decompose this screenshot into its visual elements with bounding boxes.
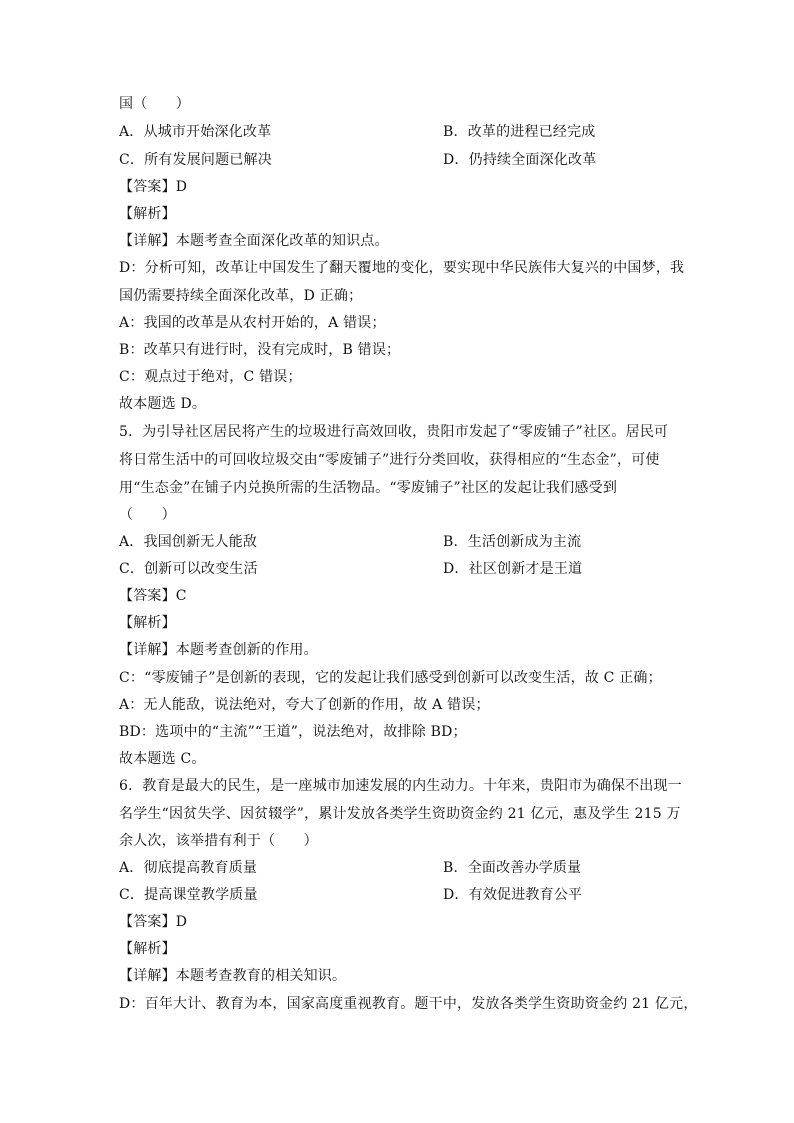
option-d: D．有效促进教育公平 bbox=[443, 887, 583, 903]
question-5-stem: 将日常生活中的可回收垃圾交由“零废铺子”进行分类回收，获得相应的“生态金”，可使 bbox=[119, 452, 660, 468]
conclusion-line: 故本题选 C。 bbox=[119, 751, 206, 767]
option-c: C．创新可以改变生活 bbox=[119, 561, 258, 577]
explanation-line: C：观点过于绝对，C 错误； bbox=[119, 369, 302, 385]
option-b: B．生活创新成为主流 bbox=[443, 534, 582, 550]
detail-line: 【详解】本题考查全面深化改革的知识点。 bbox=[119, 233, 389, 249]
option-a: A．彻底提高教育质量 bbox=[119, 860, 258, 876]
option-d: D．社区创新才是王道 bbox=[443, 561, 583, 577]
question-6-stem: 余人次，该举措有利于（ ） bbox=[119, 833, 318, 849]
explanation-line: BD：选项中的“主流”“王道”，说法绝对，故排除 BD； bbox=[119, 724, 467, 740]
option-a: A．从城市开始深化改革 bbox=[119, 124, 272, 140]
question-4-stem-end: 国（ ） bbox=[119, 96, 190, 112]
detail-line: 【详解】本题考查创新的作用。 bbox=[119, 642, 318, 658]
explanation-line: 国仍需要持续全面深化改革，D 正确； bbox=[119, 288, 363, 304]
explanation-line: D：分析可知，改革让中国发生了翻天覆地的变化，要实现中华民族伟大复兴的中国梦，我 bbox=[119, 260, 685, 276]
option-c: C．所有发展问题已解决 bbox=[119, 152, 272, 168]
analysis-label: 【解析】 bbox=[119, 206, 176, 222]
conclusion-line: 故本题选 D。 bbox=[119, 396, 207, 412]
question-6-stem: 名学生“因贫失学、因贫辍学”，累计发放各类学生资助资金约 21 亿元，惠及学生 215 万 bbox=[119, 806, 681, 822]
explanation-line: C：“零废铺子”是创新的表现，它的发起让我们感受到创新可以改变生活，故 C 正确； bbox=[119, 670, 662, 686]
option-c: C．提高课堂教学质量 bbox=[119, 887, 258, 903]
option-a: A．我国创新无人能敌 bbox=[119, 534, 258, 550]
question-5-blank: （ ） bbox=[119, 507, 176, 523]
detail-line: 【详解】本题考查教育的相关知识。 bbox=[119, 968, 347, 984]
question-6-stem: 6．教育是最大的民生，是一座城市加速发展的内生动力。十年来，贵阳市为确保不出现一 bbox=[119, 778, 682, 794]
answer-label: 【答案】D bbox=[119, 179, 188, 195]
answer-label: 【答案】D bbox=[119, 914, 188, 930]
option-b: B．全面改善办学质量 bbox=[443, 860, 582, 876]
explanation-line: A：无人能敌，说法绝对，夸大了创新的作用，故 A 错误； bbox=[119, 697, 490, 713]
answer-label: 【答案】C bbox=[119, 588, 187, 604]
option-d: D．仍持续全面深化改革 bbox=[443, 152, 597, 168]
analysis-label: 【解析】 bbox=[119, 941, 176, 957]
explanation-line: B：改革只有进行时，没有完成时，B 错误； bbox=[119, 342, 401, 358]
explanation-line: A：我国的改革是从农村开始的，A 错误； bbox=[119, 315, 386, 331]
analysis-label: 【解析】 bbox=[119, 615, 176, 631]
question-5-stem: 5．为引导社区居民将产生的垃圾进行高效回收，贵阳市发起了“零废铺子”社区。居民可 bbox=[119, 424, 669, 440]
question-5-stem: 用“生态金”在铺子内兑换所需的生活物品。“零废铺子”社区的发起让我们感受到 bbox=[119, 480, 618, 496]
explanation-line: D：百年大计、教育为本，国家高度重视教育。题干中，发放各类学生资助资金约 21 亿元， bbox=[119, 996, 698, 1012]
option-b: B．改革的进程已经完成 bbox=[443, 124, 596, 140]
